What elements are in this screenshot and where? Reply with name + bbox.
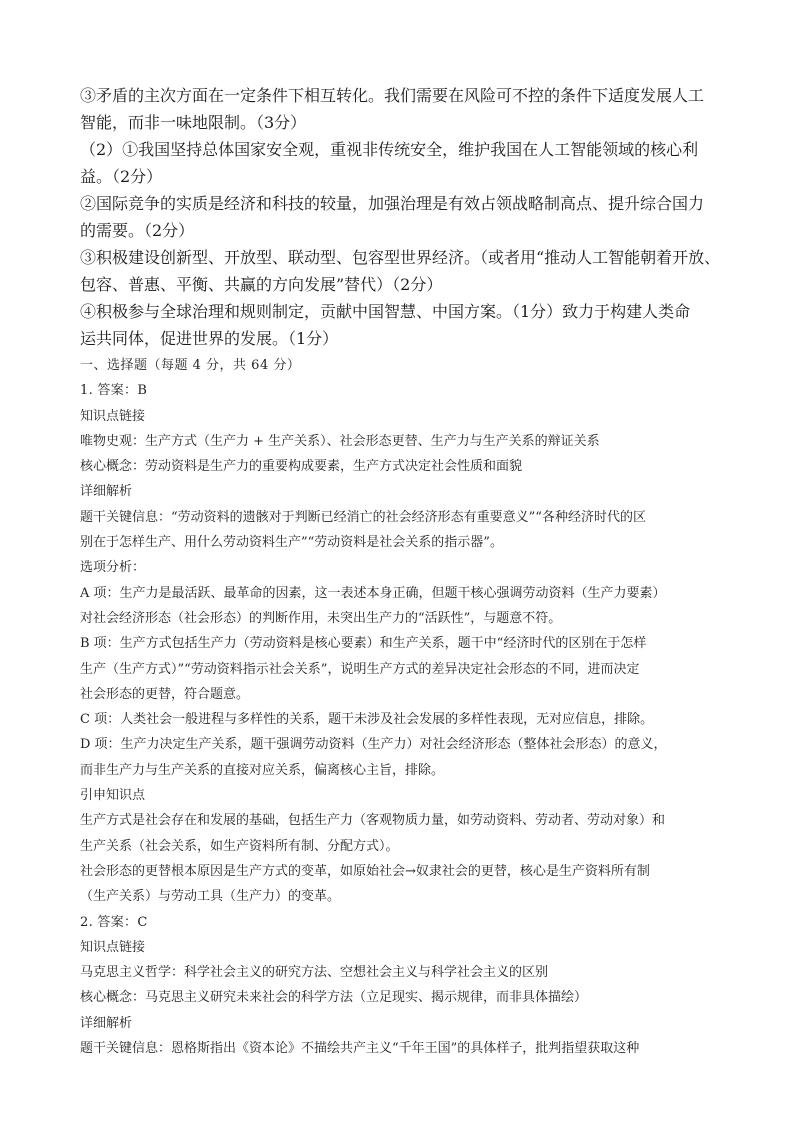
text-line: 题干关键信息：“劳动资料的遗骸对于判断已经消亡的社会经济形态有重要意义”“各种经济时代的区 (80, 509, 646, 525)
text-line: 唯物史观：生产方式（生产力 + 生产关系）、社会形态更替、生产力与生产关系的辩证关系 (80, 433, 600, 449)
text-line: 智能，而非一味地限制。（3分） (80, 113, 307, 132)
option-a-analysis: A 项：生产力是最活跃、最革命的因素，这一表述本身正确，但题干核心强调劳动资料（生产力要素） (80, 585, 666, 601)
subheading-detailed-analysis: 详细解析 (80, 1015, 133, 1031)
text-line: ④积极参与全球治理和规则制定，贡献中国智慧、中国方案。（1分）致力于构建人类命 (80, 302, 691, 321)
text-line: ③矛盾的主次方面在一定条件下相互转化。我们需要在风险可不控的条件下适度发展人工 (80, 86, 705, 105)
text-line: ②国际竞争的实质是经济和科技的较量，加强治理是有效占领战略制高点、提升综合国力 (80, 194, 705, 213)
option-c-analysis: C 项：人类社会一般进程与多样性的关系，题干未涉及社会发展的多样性表现，无对应信息，排除。 (80, 712, 654, 728)
text-line: 运共同体，促进世界的发展。（1分） (80, 329, 339, 348)
text-line: 的需要。（2分） (80, 221, 195, 240)
text-line: 生产方式是社会存在和发展的基础，包括生产力（客观物质力量，如劳动资料、劳动者、劳动对象）和 (80, 813, 666, 829)
text-line: 而非生产力与生产关系的直接对应关系，偏离核心主旨，排除。 (80, 762, 445, 778)
subheading-knowledge-link: 知识点链接 (80, 408, 146, 424)
text-line: 马克思主义哲学：科学社会主义的研究方法、空想社会主义与科学社会主义的区别 (80, 965, 549, 981)
option-d-analysis: D 项：生产力决定生产关系，题干强调劳动资料（生产力）对社会经济形态（整体社会形态）的意义， (80, 737, 667, 753)
text-line: （生产关系）与劳动工具（生产力）的变革。 (80, 889, 341, 905)
section-heading: 一、选择题（每题 4 分，共 64 分） (80, 358, 301, 373)
subheading-detailed-analysis: 详细解析 (80, 484, 133, 500)
text-line: ③积极建设创新型、开放型、联动型、包容型世界经济。（或者用“推动人工智能朝着开放、 (80, 248, 721, 267)
document-page (80, 82, 720, 1061)
text-line: 益。（2分） (80, 167, 163, 186)
text-line: 核心概念：劳动资料是生产力的重要构成要素，生产方式决定社会性质和面貌 (80, 459, 523, 475)
answer-section-part-b (80, 353, 720, 1061)
text-line: （2）①我国坚持总体国家安全观，重视非传统安全，维护我国在人工智能领域的核心利 (80, 140, 699, 159)
question-answer: 2. 答案：C (80, 914, 148, 930)
text-line: 核心概念：马克思主义研究未来社会的科学方法（立足现实、揭示规律，而非具体描绘） (80, 990, 588, 1006)
text-line: 生产（生产方式）”“劳动资料指示社会关系”，说明生产方式的差异决定社会形态的不同，进而决定 (80, 661, 640, 677)
text-line: 社会形态的更替，符合题意。 (80, 686, 250, 702)
text-line: 别在于怎样生产、用什么劳动资料生产”“劳动资料是社会关系的指示器”。 (80, 535, 503, 551)
subheading-knowledge-link: 知识点链接 (80, 939, 146, 955)
text-line: 包容、普惠、平衡、共赢的方向发展”替代）（2分） (80, 275, 443, 294)
subheading-option-analysis: 选项分析： (80, 560, 146, 576)
question-answer: 1. 答案：B (80, 383, 148, 399)
text-line: 题干关键信息：恩格斯指出《资本论》不描绘共产主义“千年王国”的具体样子，批判指望获取这种 (80, 1041, 640, 1057)
answer-section-part-a (80, 82, 720, 352)
option-b-analysis: B 项：生产方式包括生产力（劳动资料是核心要素）和生产关系，题干中“经济时代的区别在于怎样 (80, 636, 647, 652)
subheading-extended-knowledge: 引申知识点 (80, 788, 146, 804)
text-line: 对社会经济形态（社会形态）的判断作用，未突出生产力的“活跃性”，与题意不符。 (80, 610, 562, 626)
text-line: 社会形态的更替根本原因是生产方式的变革，如原始社会→奴隶社会的更替，核心是生产资料所有制 (80, 863, 650, 879)
text-line: 生产关系（社会关系，如生产资料所有制、分配方式）。 (80, 838, 399, 854)
